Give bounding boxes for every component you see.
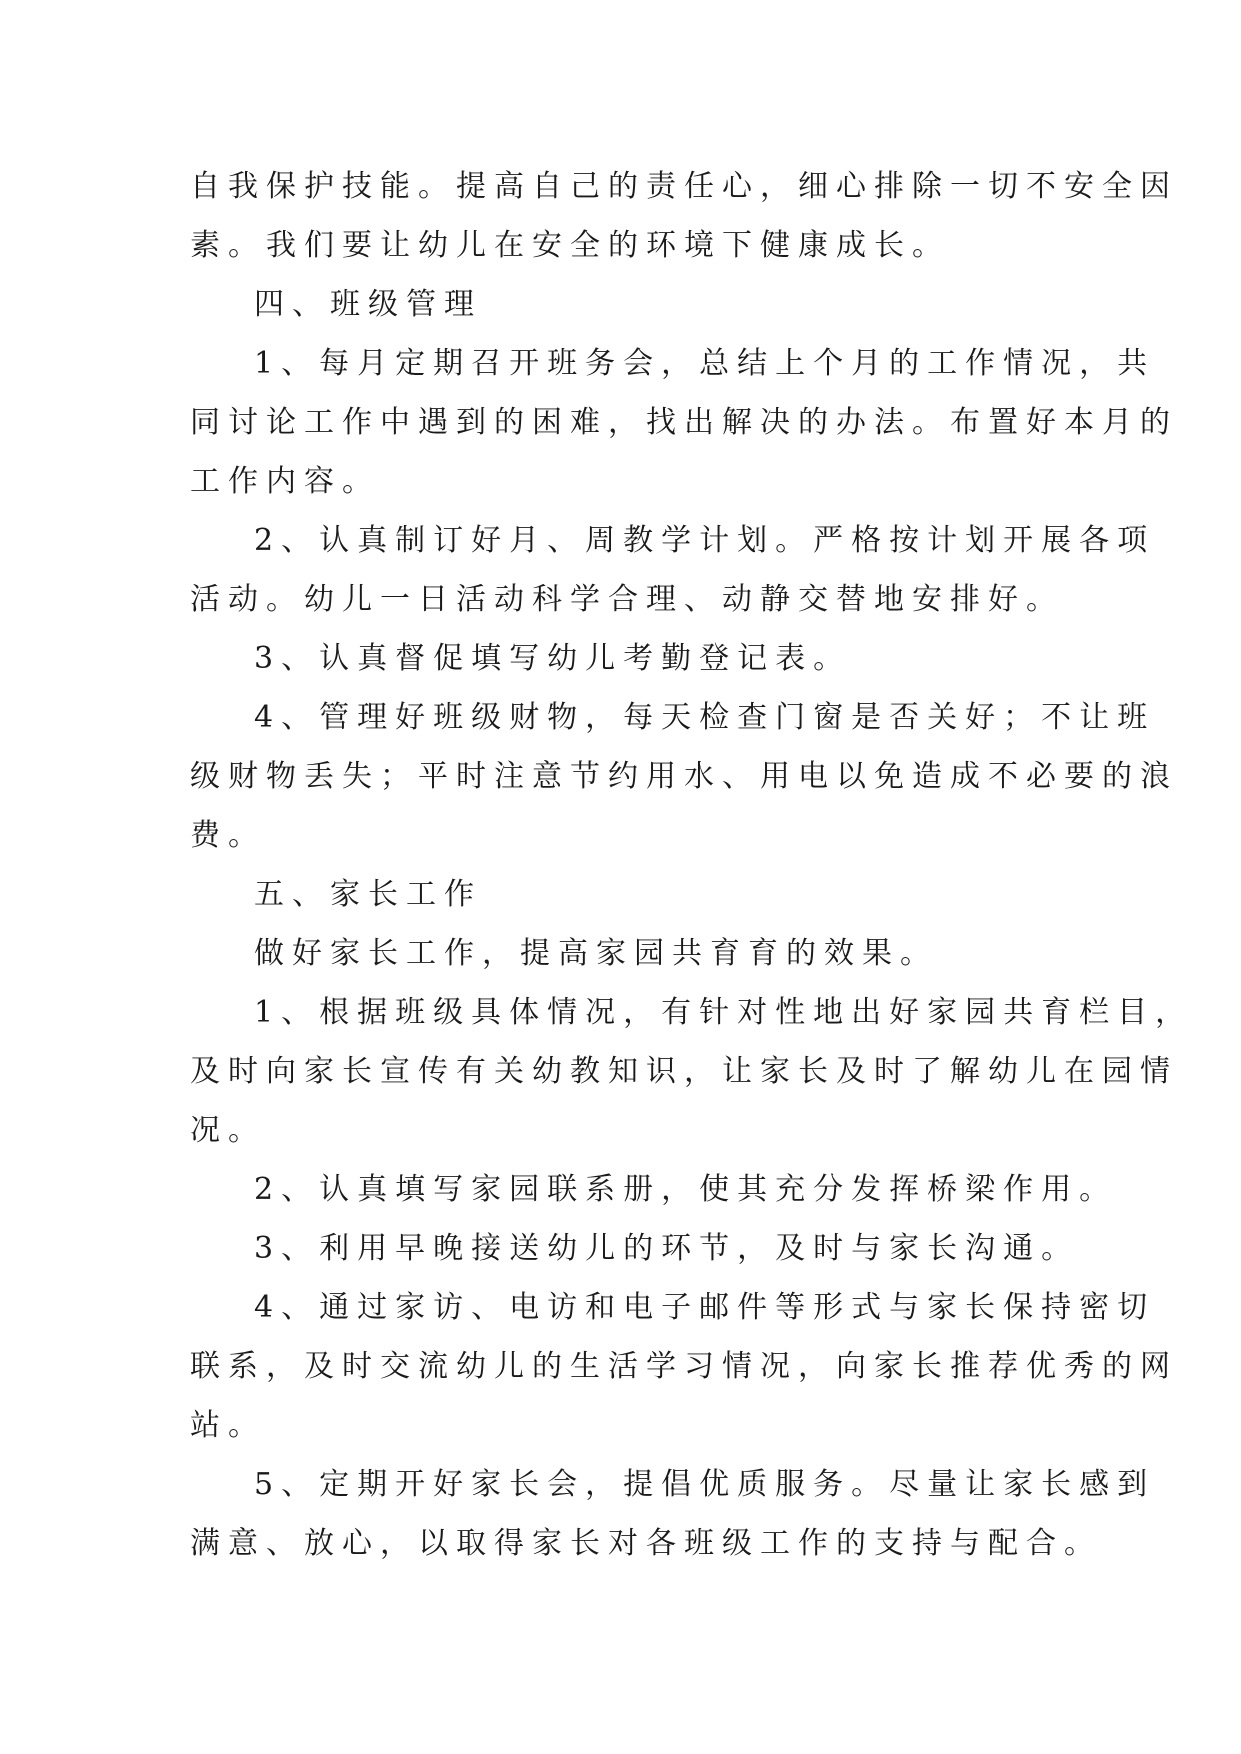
- text-line-6: 工作内容。: [190, 464, 380, 499]
- section-heading-parent-work: 五、家长工作: [254, 877, 482, 912]
- section-heading-class-management: 四、班级管理: [254, 287, 482, 322]
- text-line-2: 素。我们要让幼儿在安全的环境下健康成长。: [190, 228, 950, 263]
- text-line-5: 同讨论工作中遇到的困难，找出解决的办法。布置好本月的: [190, 405, 1178, 440]
- text-line-20: 4、通过家访、电访和电子邮件等形式与家长保持密切: [254, 1290, 1156, 1325]
- text-line-18: 2、认真填写家园联系册，使其充分发挥桥梁作用。: [254, 1172, 1118, 1207]
- text-line-8: 活动。幼儿一日活动科学合理、动静交替地安排好。: [190, 582, 1064, 617]
- text-line-10: 4、管理好班级财物，每天检查门窗是否关好；不让班: [254, 700, 1156, 735]
- text-line-23: 5、定期开好家长会，提倡优质服务。尽量让家长感到: [254, 1467, 1156, 1502]
- text-line-17: 况。: [190, 1113, 266, 1148]
- text-line-1: 自我保护技能。提高自己的责任心，细心排除一切不安全因: [190, 169, 1178, 204]
- text-line-12: 费。: [190, 818, 266, 853]
- text-line-15: 1、根据班级具体情况，有针对性地出好家园共育栏目，: [254, 995, 1194, 1030]
- text-line-19: 3、利用早晚接送幼儿的环节，及时与家长沟通。: [254, 1231, 1080, 1266]
- text-line-11: 级财物丢失；平时注意节约用水、用电以免造成不必要的浪: [190, 759, 1178, 794]
- text-line-24: 满意、放心，以取得家长对各班级工作的支持与配合。: [190, 1526, 1102, 1561]
- text-line-14: 做好家长工作，提高家园共育育的效果。: [254, 936, 938, 971]
- text-line-4: 1、每月定期召开班务会，总结上个月的工作情况，共: [254, 346, 1156, 381]
- text-line-9: 3、认真督促填写幼儿考勤登记表。: [254, 641, 852, 676]
- text-line-16: 及时向家长宣传有关幼教知识，让家长及时了解幼儿在园情: [190, 1054, 1178, 1089]
- text-line-22: 站。: [190, 1408, 266, 1443]
- text-line-7: 2、认真制订好月、周教学计划。严格按计划开展各项: [254, 523, 1156, 558]
- text-line-21: 联系，及时交流幼儿的生活学习情况，向家长推荐优秀的网: [190, 1349, 1178, 1384]
- document-body: [190, 157, 1194, 1573]
